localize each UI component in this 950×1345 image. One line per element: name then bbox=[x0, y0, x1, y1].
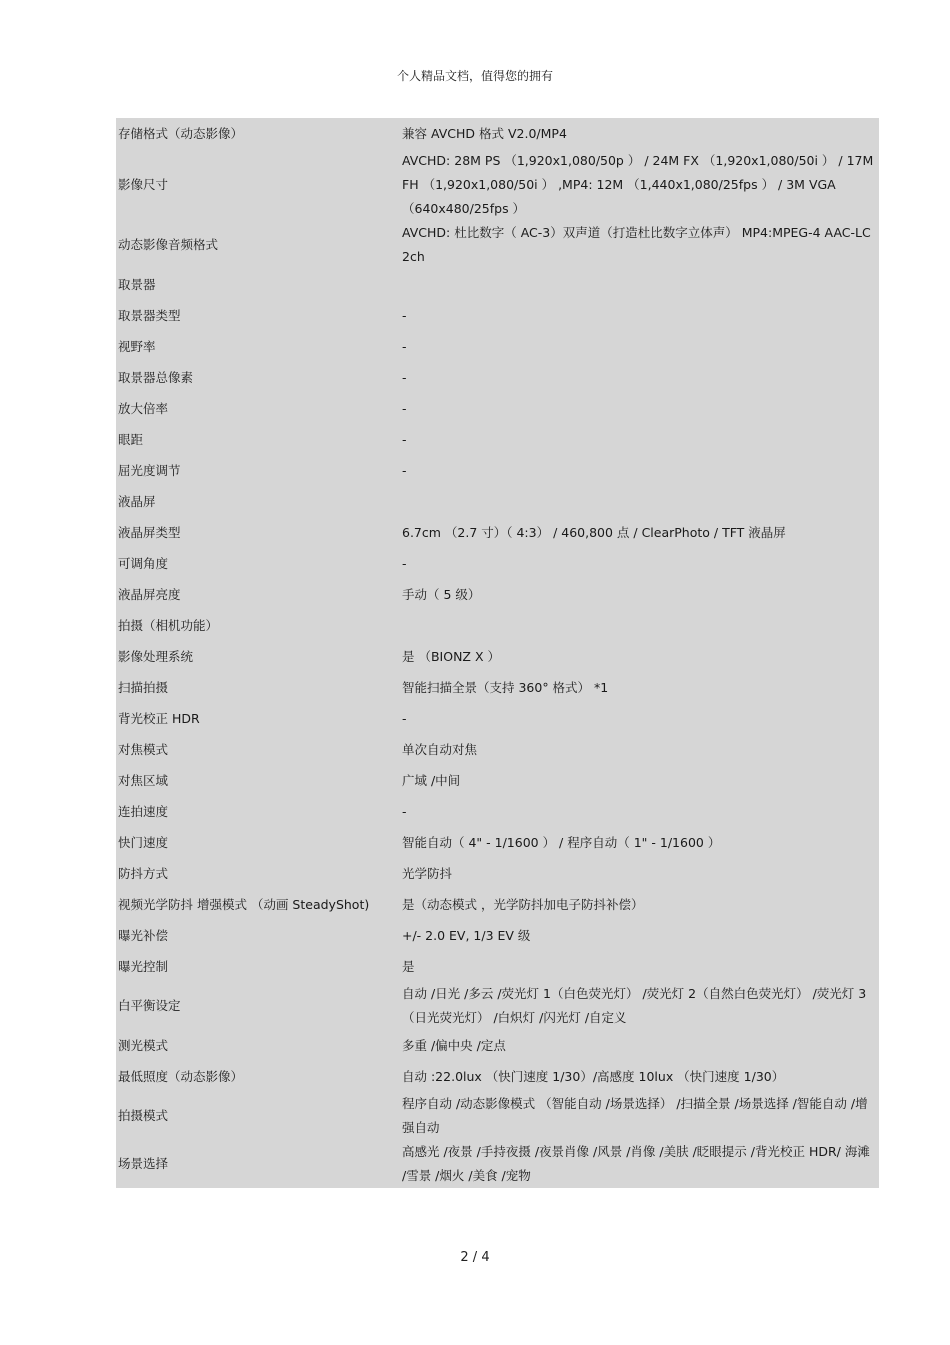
spec-row bbox=[116, 765, 879, 796]
spec-row bbox=[116, 579, 879, 610]
spec-label: 测光模式 bbox=[118, 1037, 169, 1053]
spec-label: 液晶屏亮度 bbox=[118, 586, 181, 602]
spec-row bbox=[116, 982, 879, 1030]
spec-value: - bbox=[402, 555, 407, 571]
spec-value: - bbox=[402, 307, 407, 323]
spec-row bbox=[116, 486, 879, 517]
spec-value: 单次自动对焦 bbox=[402, 741, 478, 757]
spec-value: - bbox=[402, 431, 407, 447]
spec-row bbox=[116, 641, 879, 672]
spec-row bbox=[116, 149, 879, 221]
spec-value: - bbox=[402, 803, 407, 819]
spec-label: 拍摄模式 bbox=[118, 1108, 169, 1123]
spec-row bbox=[116, 920, 879, 951]
spec-row bbox=[116, 610, 879, 641]
spec-label: 液晶屏 bbox=[118, 493, 156, 509]
spec-value: 智能自动（ 4" - 1/1600 ） / 程序自动（ 1" - 1/1600 ） bbox=[402, 834, 721, 850]
spec-label: 对焦区域 bbox=[118, 772, 169, 788]
spec-value: 6.7cm （2.7 寸）（ 4:3） / 460,800 点 / ClearPhoto / TFT 液晶屏 bbox=[402, 524, 786, 540]
spec-label: 眼距 bbox=[118, 431, 144, 447]
spec-row bbox=[116, 517, 879, 548]
spec-label: 连拍速度 bbox=[118, 803, 169, 819]
spec-label: 背光校正 HDR bbox=[118, 710, 200, 726]
spec-label: 影像尺寸 bbox=[118, 177, 169, 192]
spec-row bbox=[116, 393, 879, 424]
spec-label: 放大倍率 bbox=[118, 400, 169, 416]
spec-value: 是（动态模式 ，光学防抖加电子防抖补偿） bbox=[402, 896, 644, 912]
spec-label: 取景器类型 bbox=[118, 307, 181, 323]
spec-label: 快门速度 bbox=[118, 834, 169, 850]
spec-row bbox=[116, 734, 879, 765]
spec-row bbox=[116, 221, 879, 269]
spec-label: 存储格式（动态影像） bbox=[118, 125, 244, 141]
page-number: 2 / 4 bbox=[460, 1250, 490, 1265]
spec-value: - bbox=[402, 369, 407, 385]
spec-label: 拍摄（相机功能） bbox=[118, 617, 219, 633]
spec-row bbox=[116, 858, 879, 889]
spec-label: 取景器总像素 bbox=[118, 369, 194, 385]
spec-table bbox=[116, 118, 879, 1188]
spec-row bbox=[116, 331, 879, 362]
spec-label: 场景选择 bbox=[118, 1156, 169, 1171]
spec-row bbox=[116, 1030, 879, 1061]
spec-label: 影像处理系统 bbox=[118, 648, 194, 664]
spec-label: 视野率 bbox=[118, 338, 156, 354]
spec-label: 视频光学防抖 增强模式 （动画 SteadyShot) bbox=[118, 896, 370, 912]
spec-row bbox=[116, 269, 879, 300]
spec-value: 是 （BIONZ X ） bbox=[402, 648, 500, 664]
spec-value: - bbox=[402, 462, 407, 478]
spec-value: 是 bbox=[402, 958, 415, 974]
spec-value: AVCHD: 28M PS （1,920x1,080/50p ） / 24M FX （1,920x1,080/50i ） / 17M FH （1,920x1,080/50i ） ,MP4: 12M （1,440x1,080/25fps ） / 3M VGA （640x480/25fps ） bbox=[402, 153, 874, 216]
spec-value: 程序自动 /动态影像模式 （智能自动 /场景选择） /扫描全景 /场景选择 /智能自动 /增强自动 bbox=[402, 1096, 868, 1135]
spec-label: 最低照度（动态影像） bbox=[118, 1068, 244, 1084]
spec-row bbox=[116, 1092, 879, 1140]
spec-row bbox=[116, 118, 879, 149]
spec-row bbox=[116, 548, 879, 579]
spec-value: AVCHD: 杜比数字（ AC-3）双声道（打造杜比数字立体声） MP4:MPEG-4 AAC-LC 2ch bbox=[402, 225, 871, 264]
spec-value: 兼容 AVCHD 格式 V2.0/MP4 bbox=[402, 125, 567, 141]
spec-label: 曝光控制 bbox=[118, 958, 169, 974]
spec-row bbox=[116, 362, 879, 393]
spec-row bbox=[116, 455, 879, 486]
spec-value: 广域 /中间 bbox=[402, 772, 461, 788]
spec-value: 手动（ 5 级） bbox=[402, 586, 481, 602]
spec-row bbox=[116, 951, 879, 982]
spec-value: 自动 :22.0lux （快门速度 1/30）/高感度 10lux （快门速度 1/30） bbox=[402, 1068, 785, 1084]
spec-value: +/- 2.0 EV, 1/3 EV 级 bbox=[402, 927, 531, 943]
spec-row bbox=[116, 424, 879, 455]
spec-value: - bbox=[402, 400, 407, 416]
page-header: 个人精品文档，值得您的拥有 bbox=[396, 69, 553, 83]
spec-row bbox=[116, 1061, 879, 1092]
spec-row bbox=[116, 889, 879, 920]
spec-value: 智能扫描全景（支持 360° 格式） *1 bbox=[402, 679, 609, 695]
spec-label: 可调角度 bbox=[118, 555, 169, 571]
spec-label: 防抖方式 bbox=[118, 865, 169, 881]
spec-label: 曝光补偿 bbox=[118, 927, 169, 943]
spec-value: 多重 /偏中央 /定点 bbox=[402, 1037, 506, 1053]
spec-row bbox=[116, 703, 879, 734]
spec-row bbox=[116, 300, 879, 331]
spec-value: 高感光 /夜景 /手持夜摄 /夜景肖像 /风景 /肖像 /美肤 /眨眼提示 /背光校正 HDR/ 海滩 /雪景 /烟火 /美食 /宠物 bbox=[402, 1144, 870, 1183]
spec-value: 自动 /日光 /多云 /荧光灯 1（白色荧光灯） /荧光灯 2（自然白色荧光灯） /荧光灯 3（日光荧光灯） /白炽灯 /闪光灯 /自定义 bbox=[402, 986, 867, 1025]
spec-row bbox=[116, 1140, 879, 1188]
spec-row bbox=[116, 672, 879, 703]
spec-label: 动态影像音频格式 bbox=[118, 237, 219, 252]
spec-row bbox=[116, 796, 879, 827]
spec-value: 光学防抖 bbox=[402, 865, 453, 881]
spec-label: 屈光度调节 bbox=[118, 462, 181, 478]
spec-value: - bbox=[402, 710, 407, 726]
spec-label: 液晶屏类型 bbox=[118, 524, 181, 540]
spec-row bbox=[116, 827, 879, 858]
spec-label: 取景器 bbox=[118, 276, 156, 292]
spec-label: 对焦模式 bbox=[118, 741, 169, 757]
spec-label: 扫描拍摄 bbox=[118, 679, 169, 695]
spec-label: 白平衡设定 bbox=[118, 998, 181, 1013]
spec-value: - bbox=[402, 338, 407, 354]
